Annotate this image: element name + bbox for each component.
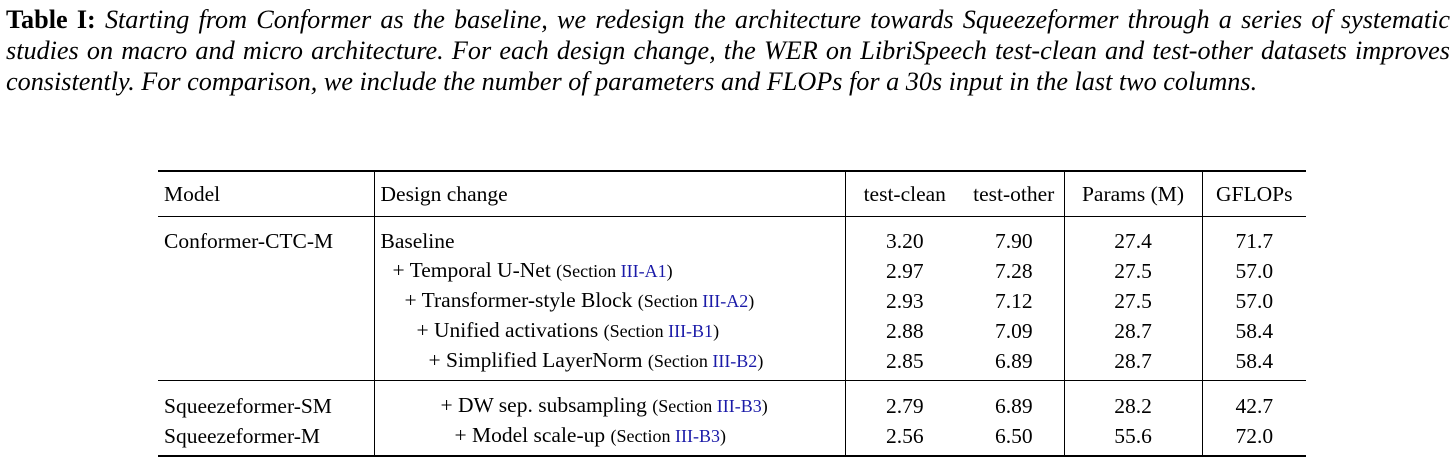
model-cell: Conformer-CTC-M — [164, 229, 334, 253]
table-row — [158, 346, 1306, 381]
header-test-other: test-other — [973, 181, 1055, 206]
header-gflops: GFLOPs — [1202, 171, 1306, 217]
design-change-cell — [374, 286, 845, 316]
model-cell: Squeezeformer-SM — [164, 393, 332, 418]
design-change-cell — [374, 421, 845, 456]
table-row — [158, 381, 1306, 422]
header-test-clean: test-clean — [845, 171, 964, 217]
model-cell — [158, 286, 374, 316]
header-params: Params (M) — [1064, 171, 1202, 217]
test-clean-cell: 2.79 — [845, 381, 964, 422]
section-note — [556, 261, 672, 281]
section-suffix: ) — [761, 396, 768, 416]
gflops-cell: 58.4 — [1202, 346, 1306, 381]
section-link[interactable]: III-B3 — [716, 396, 762, 416]
section-prefix: (Section — [652, 396, 717, 416]
test-other-cell: 6.89 — [994, 348, 1033, 373]
test-other-cell: 7.28 — [994, 258, 1033, 283]
design-change-cell — [374, 346, 845, 381]
caption-text: Starting from Conformer as the baseline, we redesign the architecture towards Squeezeformer through a series of systematic studies on macro and micro architecture. For each design change, the WER on LibriSpeech test-clean and test-other datasets improves consistently. For comparison, we include the number of parameters and FLOPs for a 30s input in the last two columns. — [6, 5, 1451, 96]
section-link[interactable]: III-B3 — [675, 426, 720, 446]
section-prefix: (Section — [603, 321, 669, 341]
change-text: + Unified activations — [416, 318, 599, 342]
gflops-cell: 71.7 — [1202, 217, 1306, 257]
test-other-cell: 7.12 — [994, 288, 1033, 313]
gflops-cell: 57.0 — [1202, 286, 1306, 316]
section-prefix: (Section — [647, 351, 713, 371]
section-link[interactable]: III-B2 — [712, 351, 758, 371]
test-clean-cell: 2.93 — [845, 286, 964, 316]
params-cell: 27.5 — [1064, 256, 1202, 286]
test-other-cell: 6.50 — [994, 423, 1033, 448]
section-link[interactable]: III-A2 — [702, 291, 749, 311]
caption-label: Table I: — [6, 5, 96, 34]
params-cell: 27.4 — [1064, 217, 1202, 257]
model-cell — [158, 316, 374, 346]
header-design-change: Design change — [374, 171, 845, 217]
section-prefix: (Section — [610, 426, 676, 446]
test-clean-cell: 2.97 — [845, 256, 964, 286]
gflops-cell: 72.0 — [1202, 421, 1306, 456]
section-suffix: ) — [666, 261, 673, 281]
section-note — [604, 321, 719, 341]
section-prefix: (Section — [637, 291, 703, 311]
test-clean-cell: 3.20 — [845, 217, 964, 257]
test-clean-cell: 2.56 — [845, 421, 964, 456]
section-note — [652, 396, 767, 416]
change-text: + Transformer-style Block — [404, 288, 633, 312]
section-suffix: ) — [757, 351, 764, 371]
params-cell: 55.6 — [1064, 421, 1202, 456]
section-note — [638, 291, 754, 311]
table-row — [158, 217, 1306, 257]
test-other-cell: 7.09 — [994, 318, 1033, 343]
design-change-cell — [374, 381, 845, 422]
model-cell — [158, 256, 374, 286]
test-clean-cell: 2.88 — [845, 316, 964, 346]
gflops-cell: 57.0 — [1202, 256, 1306, 286]
design-change-cell — [374, 256, 845, 286]
change-text: + Temporal U-Net — [392, 258, 551, 282]
test-other-cell: 7.90 — [994, 229, 1033, 253]
section-link[interactable]: III-B1 — [668, 321, 714, 341]
header-row — [158, 171, 1306, 217]
section-note — [648, 351, 763, 371]
change-text: + Model scale-up — [454, 423, 606, 447]
header-model: Model — [164, 181, 221, 206]
section-suffix: ) — [748, 291, 755, 311]
gflops-cell: 58.4 — [1202, 316, 1306, 346]
design-change-cell — [374, 217, 845, 257]
test-clean-cell: 2.85 — [845, 346, 964, 381]
params-cell: 27.5 — [1064, 286, 1202, 316]
table-row — [158, 316, 1306, 346]
params-cell: 28.7 — [1064, 316, 1202, 346]
change-text: + Simplified LayerNorm — [428, 348, 643, 372]
section-note — [611, 426, 726, 446]
table-caption — [6, 4, 1450, 97]
results-table — [158, 170, 1306, 457]
model-cell: Squeezeformer-M — [164, 423, 320, 448]
change-text: + DW sep. subsampling — [440, 393, 647, 417]
params-cell: 28.2 — [1064, 381, 1202, 422]
test-other-cell: 6.89 — [994, 393, 1033, 418]
section-suffix: ) — [720, 426, 726, 446]
section-prefix: (Section — [556, 261, 621, 281]
params-cell: 28.7 — [1064, 346, 1202, 381]
section-suffix: ) — [713, 321, 720, 341]
design-change-cell — [374, 316, 845, 346]
section-link[interactable]: III-A1 — [620, 261, 667, 281]
table-row — [158, 286, 1306, 316]
table-row — [158, 421, 1306, 456]
change-text: Baseline — [380, 229, 455, 253]
gflops-cell: 42.7 — [1202, 381, 1306, 422]
model-cell — [158, 346, 374, 381]
table-row — [158, 256, 1306, 286]
